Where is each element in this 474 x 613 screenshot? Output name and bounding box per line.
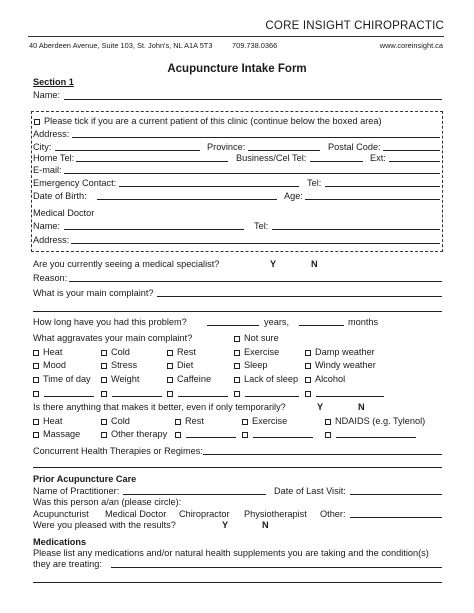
aggravates-other — [305, 388, 315, 399]
medications-heading: Medications — [33, 537, 87, 547]
option-label: Other therapy — [111, 429, 168, 439]
aggravates-option — [305, 374, 345, 385]
checkbox[interactable] — [33, 363, 39, 369]
emergency-tel-field[interactable] — [325, 186, 440, 187]
last-visit-field[interactable] — [350, 494, 442, 495]
section1-heading: Section 1 — [33, 77, 74, 87]
option-medical-doctor[interactable]: Medical Doctor — [105, 509, 167, 519]
aggravates-option — [101, 347, 130, 358]
months-label: months — [348, 317, 379, 327]
option-physiotherapist[interactable]: Physiotherapist — [244, 509, 307, 519]
address-field[interactable] — [72, 137, 440, 138]
better-other — [175, 429, 185, 440]
aggravates-option — [234, 374, 298, 385]
option-label: Sleep — [244, 360, 268, 370]
complaint-field[interactable] — [157, 296, 442, 297]
option-label: Cold — [111, 416, 130, 426]
current-patient-checkbox[interactable] — [34, 119, 40, 125]
checkbox[interactable] — [325, 432, 331, 438]
option-label: Alcohol — [315, 374, 346, 384]
reason-label: Reason: — [33, 273, 68, 283]
practitioner-label: Name of Practitioner: — [33, 486, 120, 496]
reason-field[interactable] — [69, 281, 442, 282]
concurrent-label: Concurrent Health Therapies or Regimes: — [33, 446, 203, 456]
doctor-name-label: Name: — [33, 221, 61, 231]
how-long-question: How long have you had this problem? — [33, 317, 187, 327]
aggravates-question: What aggravates your main complaint? — [33, 333, 193, 343]
option-label: Rest — [177, 347, 196, 357]
better-yes[interactable]: Y — [317, 402, 324, 412]
checkbox[interactable] — [234, 363, 240, 369]
checkbox[interactable] — [305, 350, 311, 356]
current-patient-text: Please tick if you are a current patient of this clinic (continue below the boxed area) — [44, 116, 382, 126]
checkbox[interactable] — [33, 419, 39, 425]
business-tel-label: Business/Cel Tel: — [236, 153, 307, 163]
checkbox[interactable] — [305, 391, 311, 397]
option-label: Weight — [111, 374, 140, 384]
name-field[interactable] — [64, 99, 442, 100]
specialist-question: Are you currently seeing a medical specialist? — [33, 259, 220, 269]
emergency-contact-field[interactable] — [119, 186, 299, 187]
aggravates-option — [33, 374, 91, 385]
aggravates-option — [33, 360, 66, 371]
option-label: Time of day — [43, 374, 91, 384]
pleased-yes[interactable]: Y — [222, 520, 229, 530]
aggravates-not-sure — [234, 333, 279, 344]
aggravates-option — [305, 360, 376, 371]
checkbox[interactable] — [167, 377, 173, 383]
option-label: Lack of sleep — [244, 374, 299, 384]
checkbox[interactable] — [325, 419, 331, 425]
better-option — [33, 429, 80, 440]
aggravates-option — [305, 347, 375, 358]
better-option — [101, 416, 130, 427]
header-divider — [28, 36, 444, 37]
checkbox[interactable] — [242, 432, 248, 438]
option-label: Exercise — [252, 416, 288, 426]
checkbox[interactable] — [305, 363, 311, 369]
checkbox[interactable] — [101, 363, 107, 369]
doctor-tel-field[interactable] — [272, 229, 440, 230]
checkbox[interactable] — [234, 377, 240, 383]
email-label: E-mail: — [33, 165, 62, 175]
better-option — [101, 429, 167, 440]
clinic-website: www.coreinsight.ca — [379, 41, 443, 50]
specialist-yes[interactable]: Y — [270, 259, 277, 269]
concurrent-field-2[interactable] — [33, 467, 442, 468]
city-field[interactable] — [55, 150, 200, 151]
option-label: NDAIDS (e.g. Tylenol) — [335, 416, 426, 426]
not-sure-checkbox[interactable] — [234, 336, 240, 342]
checkbox[interactable] — [101, 419, 107, 425]
checkbox[interactable] — [167, 363, 173, 369]
checkbox[interactable] — [33, 432, 39, 438]
clinic-name: CORE INSIGHT CHIROPRACTIC — [265, 20, 444, 32]
clinic-phone: 709.738.0366 — [232, 41, 278, 50]
prior-heading: Prior Acupuncture Care — [33, 474, 137, 484]
checkbox[interactable] — [175, 432, 181, 438]
other-field[interactable] — [178, 396, 228, 397]
concurrent-field[interactable] — [203, 454, 442, 455]
checkbox[interactable] — [101, 432, 107, 438]
checkbox[interactable] — [167, 350, 173, 356]
checkbox[interactable] — [167, 391, 173, 397]
option-label: Massage — [43, 429, 81, 439]
option-label: Heat — [43, 347, 63, 357]
doctor-address-label: Address: — [33, 235, 70, 245]
option-acupuncturist[interactable]: Acupuncturist — [33, 509, 89, 519]
checkbox[interactable] — [305, 377, 311, 383]
checkbox[interactable] — [101, 391, 107, 397]
postal-code-label: Postal Code: — [328, 142, 381, 152]
postal-code-field[interactable] — [383, 150, 440, 151]
address-label: Address: — [33, 129, 70, 139]
other-field[interactable] — [350, 517, 442, 518]
province-label: Province: — [207, 142, 246, 152]
other-field[interactable] — [44, 396, 94, 397]
last-visit-label: Date of Last Visit: — [274, 486, 346, 496]
better-question: Is there anything that makes it better, even if only temporarily? — [33, 402, 286, 412]
option-label: Windy weather — [315, 360, 376, 370]
other-field[interactable] — [245, 396, 299, 397]
better-option — [33, 416, 62, 427]
complaint-field-2[interactable] — [33, 311, 442, 312]
practitioner-field[interactable] — [123, 494, 266, 495]
current-patient-row — [34, 116, 382, 127]
better-option — [242, 416, 287, 427]
aggravates-option — [33, 347, 62, 358]
doctor-name-field[interactable] — [64, 229, 244, 230]
medications-text-2: they are treating: — [33, 559, 102, 569]
option-label: Heat — [43, 416, 63, 426]
aggravates-option — [234, 360, 268, 371]
checkbox[interactable] — [33, 377, 39, 383]
home-tel-field[interactable] — [76, 161, 228, 162]
was-person-label: Was this person a/an (please circle): — [33, 497, 182, 507]
option-label: Rest — [185, 416, 204, 426]
name-label: Name: — [33, 90, 61, 100]
other-field[interactable] — [253, 437, 313, 438]
medications-field-2[interactable] — [33, 582, 442, 583]
home-tel-label: Home Tel: — [33, 153, 75, 163]
option-label: Stress — [111, 360, 138, 370]
option-label: Cold — [111, 347, 130, 357]
other-field[interactable] — [336, 437, 416, 438]
aggravates-other — [101, 388, 111, 399]
age-label: Age: — [284, 191, 303, 201]
option-label: Exercise — [244, 347, 280, 357]
checkbox[interactable] — [33, 350, 39, 356]
doctor-address-field[interactable] — [71, 243, 440, 244]
province-field[interactable] — [248, 150, 320, 151]
better-other — [325, 429, 335, 440]
checkbox[interactable] — [101, 377, 107, 383]
option-label: Diet — [177, 360, 194, 370]
option-label: Caffeine — [177, 374, 212, 384]
not-sure-label: Not sure — [244, 333, 279, 343]
checkbox[interactable] — [175, 419, 181, 425]
better-option — [325, 416, 425, 427]
checkbox[interactable] — [101, 350, 107, 356]
better-option — [175, 416, 204, 427]
option-chiropractor[interactable]: Chiropractor — [179, 509, 230, 519]
emergency-tel-label: Tel: — [307, 178, 322, 188]
medical-doctor-label: Medical Doctor — [33, 208, 95, 218]
age-field[interactable] — [305, 199, 440, 200]
aggravates-option — [167, 374, 211, 385]
aggravates-option — [101, 374, 139, 385]
city-label: City: — [33, 142, 52, 152]
aggravates-option — [101, 360, 137, 371]
years-label: years, — [264, 317, 290, 327]
pleased-question: Were you pleased with the results? — [33, 520, 176, 530]
aggravates-option — [167, 347, 196, 358]
aggravates-other — [234, 388, 244, 399]
form-title: Acupuncture Intake Form — [167, 63, 307, 75]
option-label: Mood — [43, 360, 66, 370]
aggravates-other — [33, 388, 43, 399]
emergency-contact-label: Emergency Contact: — [33, 178, 117, 188]
dob-field[interactable] — [97, 199, 277, 200]
ext-field[interactable] — [389, 161, 440, 162]
other-field[interactable] — [112, 396, 162, 397]
doctor-tel-label: Tel: — [254, 221, 269, 231]
email-field[interactable] — [64, 173, 440, 174]
clinic-address: 40 Aberdeen Avenue, Suite 103, St. John's, NL A1A 5T3 — [29, 41, 213, 50]
option-other: Other: — [320, 509, 346, 519]
pleased-no[interactable]: N — [262, 520, 269, 530]
aggravates-option — [167, 360, 193, 371]
aggravates-other — [167, 388, 177, 399]
checkbox[interactable] — [242, 419, 248, 425]
checkbox[interactable] — [234, 350, 240, 356]
specialist-no[interactable]: N — [311, 259, 318, 269]
months-field[interactable] — [299, 325, 344, 326]
complaint-label: What is your main complaint? — [33, 288, 154, 298]
better-other — [242, 429, 252, 440]
other-field[interactable] — [186, 437, 236, 438]
aggravates-option — [234, 347, 279, 358]
other-field[interactable] — [316, 396, 384, 397]
years-field[interactable] — [207, 325, 259, 326]
ext-label: Ext: — [370, 153, 386, 163]
business-tel-field[interactable] — [310, 161, 363, 162]
medications-text: Please list any medications and/or natural health supplements you are taking and the condition(s) — [33, 548, 429, 558]
medications-field[interactable] — [111, 567, 442, 568]
checkbox[interactable] — [234, 391, 240, 397]
checkbox[interactable] — [33, 391, 39, 397]
option-label: Damp weather — [315, 347, 375, 357]
better-no[interactable]: N — [358, 402, 365, 412]
dob-label: Date of Birth: — [33, 191, 87, 201]
